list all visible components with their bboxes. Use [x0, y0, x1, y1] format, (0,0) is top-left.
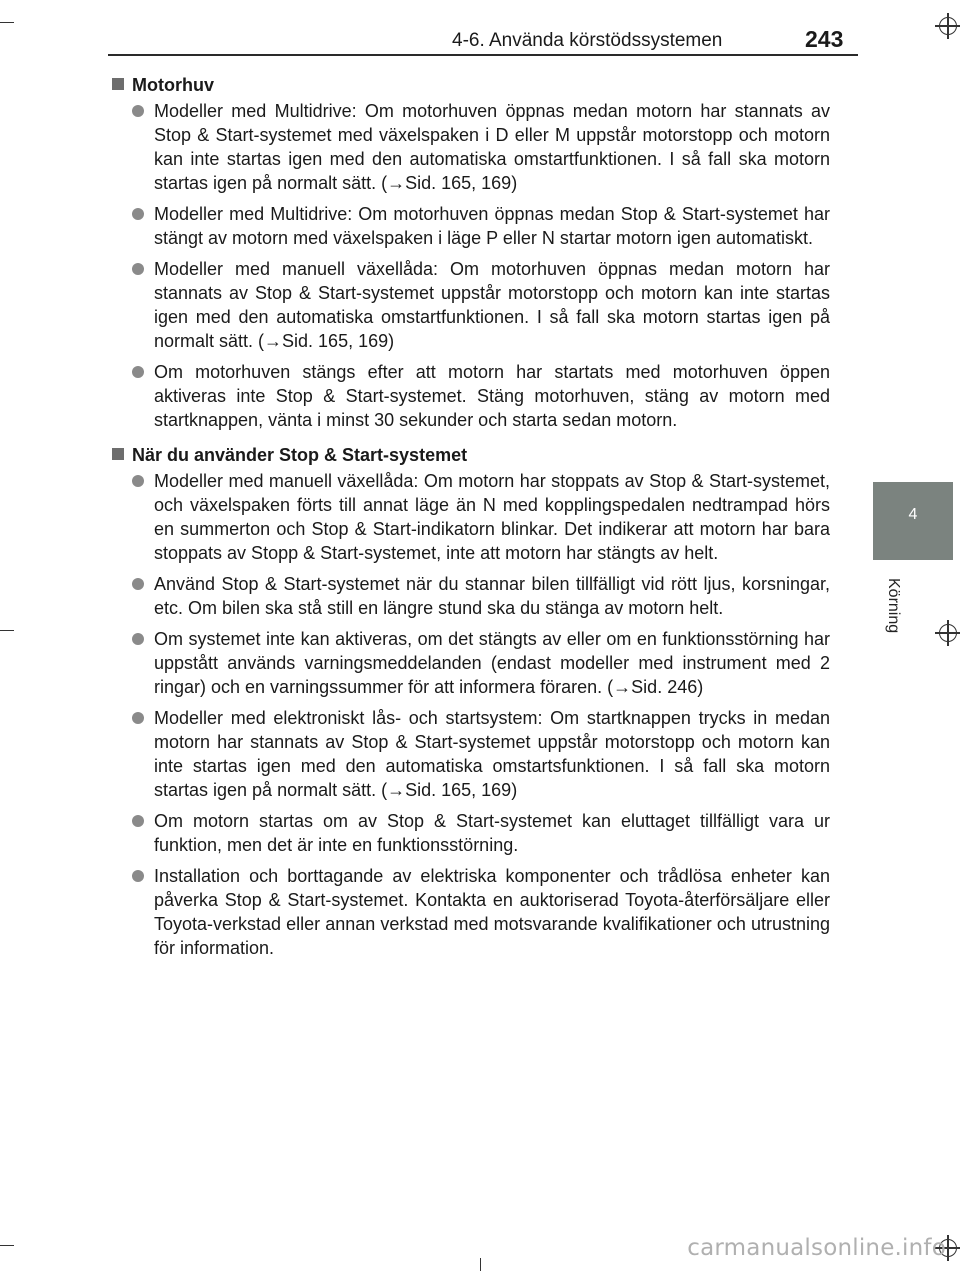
list-item: [112, 864, 830, 960]
list-item: [112, 99, 830, 195]
circle-bullet-icon: [132, 105, 144, 117]
registration-mark-icon: [935, 13, 960, 39]
list-item-text: Modeller med manuell växellåda: Om motorhuven öppnas medan motorn har stannats av Stop & Start-systemet uppstår motorstopp och motorn kan inte startas igen med den automatiska omstartfunktionen. I så fall ska motorn startas igen på normalt sätt. (→Sid. 165, 169): [154, 259, 830, 351]
circle-bullet-icon: [132, 815, 144, 827]
chapter-number: 4: [908, 506, 918, 523]
list-item: [112, 627, 830, 699]
list-item: [112, 360, 830, 432]
list-item-text: Om motorn startas om av Stop & Start-systemet kan eluttaget tillfälligt vara ur funktion, men det är inte en funktionsstörning.: [154, 811, 830, 855]
section-heading-text: Motorhuv: [132, 75, 214, 95]
header-rule: [108, 54, 858, 56]
section-heading: [112, 443, 830, 467]
crop-mark: [0, 22, 14, 23]
main-content: [112, 73, 830, 967]
list-item-text: Om systemet inte kan aktiveras, om det stängts av eller om en funktionsstörning har uppstått används varningsmeddelanden (endast modeller med instrument med 2 ringar) och en varningssummer för att informera föraren. (→Sid. 246): [154, 629, 830, 697]
list-item: [112, 202, 830, 250]
circle-bullet-icon: [132, 712, 144, 724]
square-bullet-icon: [112, 448, 124, 460]
section-title: 4-6. Använda körstödssystemen: [452, 30, 723, 51]
list-item-text: Installation och borttagande av elektriska komponenter och trådlösa enheter kan påverka Stop & Start-systemet. Kontakta en auktoriserad Toyota-återförsäljare eller Toyota-verkstad eller annan verkstad med motsvarande kvalifikationer och utrustning för information.: [154, 866, 830, 958]
circle-bullet-icon: [132, 263, 144, 275]
list-item-text: Modeller med Multidrive: Om motorhuven öppnas medan motorn har stannats av Stop & Start-systemet med växelspaken i D eller M uppstår motorstopp och motorn kan inte startas igen med den automatiska omstartfunktionen. I så fall ska motorn startas igen på normalt sätt. (→Sid. 165, 169): [154, 101, 830, 193]
watermark: carmanualsonline.info: [687, 1235, 946, 1261]
circle-bullet-icon: [132, 633, 144, 645]
circle-bullet-icon: [132, 366, 144, 378]
registration-mark-icon: [935, 620, 960, 646]
circle-bullet-icon: [132, 208, 144, 220]
crop-mark: [0, 1245, 14, 1246]
list-item-text: Modeller med Multidrive: Om motorhuven öppnas medan Stop & Start-systemet har stängt av motorn med växelspaken i läge P eller N startar motorn igen automatiskt.: [154, 204, 830, 248]
section-heading-text: När du använder Stop & Start-systemet: [132, 445, 468, 465]
circle-bullet-icon: [132, 870, 144, 882]
list-item: [112, 706, 830, 802]
crop-mark: [0, 630, 14, 631]
list-item: [112, 469, 830, 565]
chapter-tab: [873, 482, 953, 560]
circle-bullet-icon: [132, 475, 144, 487]
crop-mark: [480, 1258, 481, 1271]
list-item-text: Använd Stop & Start-systemet när du stannar bilen tillfälligt vid rött ljus, korsningar, etc. Om bilen ska stå still en längre stund ska du stänga av motorn helt.: [154, 574, 830, 618]
list-item-text: Modeller med elektroniskt lås- och startsystem: Om startknappen trycks in medan motorn har stannats av Stop & Start-systemet uppstår motorstopp och motorn kan inte startas igen med den automatiska omstartsfunktionen. I så fall ska motorn startas igen på normalt sätt. (→Sid. 165, 169): [154, 708, 830, 800]
list-item-text: Om motorhuven stängs efter att motorn har startats med motorhuven öppen aktiveras inte Stop & Start-systemet. Stäng motorhuven, stäng av motorn med startknappen, vänta i minst 30 sekunder och starta sedan motorn.: [154, 362, 830, 430]
section-heading: [112, 73, 830, 97]
square-bullet-icon: [112, 78, 124, 90]
circle-bullet-icon: [132, 578, 144, 590]
list-item-text: Modeller med manuell växellåda: Om motorn har stoppats av Stop & Start-systemet, och växelspaken förts till annat läge än N med kopplingspedalen nedtrampad hörs en summerton och Stop & Start-indikatorn blinkar. Det indikerar att motorn har bara stoppats av Stopp & Start-systemet, inte att motorn har stängts av helt.: [154, 471, 830, 563]
page-number: 243: [805, 26, 844, 52]
list-item: [112, 572, 830, 620]
list-item: [112, 257, 830, 353]
list-item: [112, 809, 830, 857]
chapter-label: Körning: [885, 578, 902, 634]
